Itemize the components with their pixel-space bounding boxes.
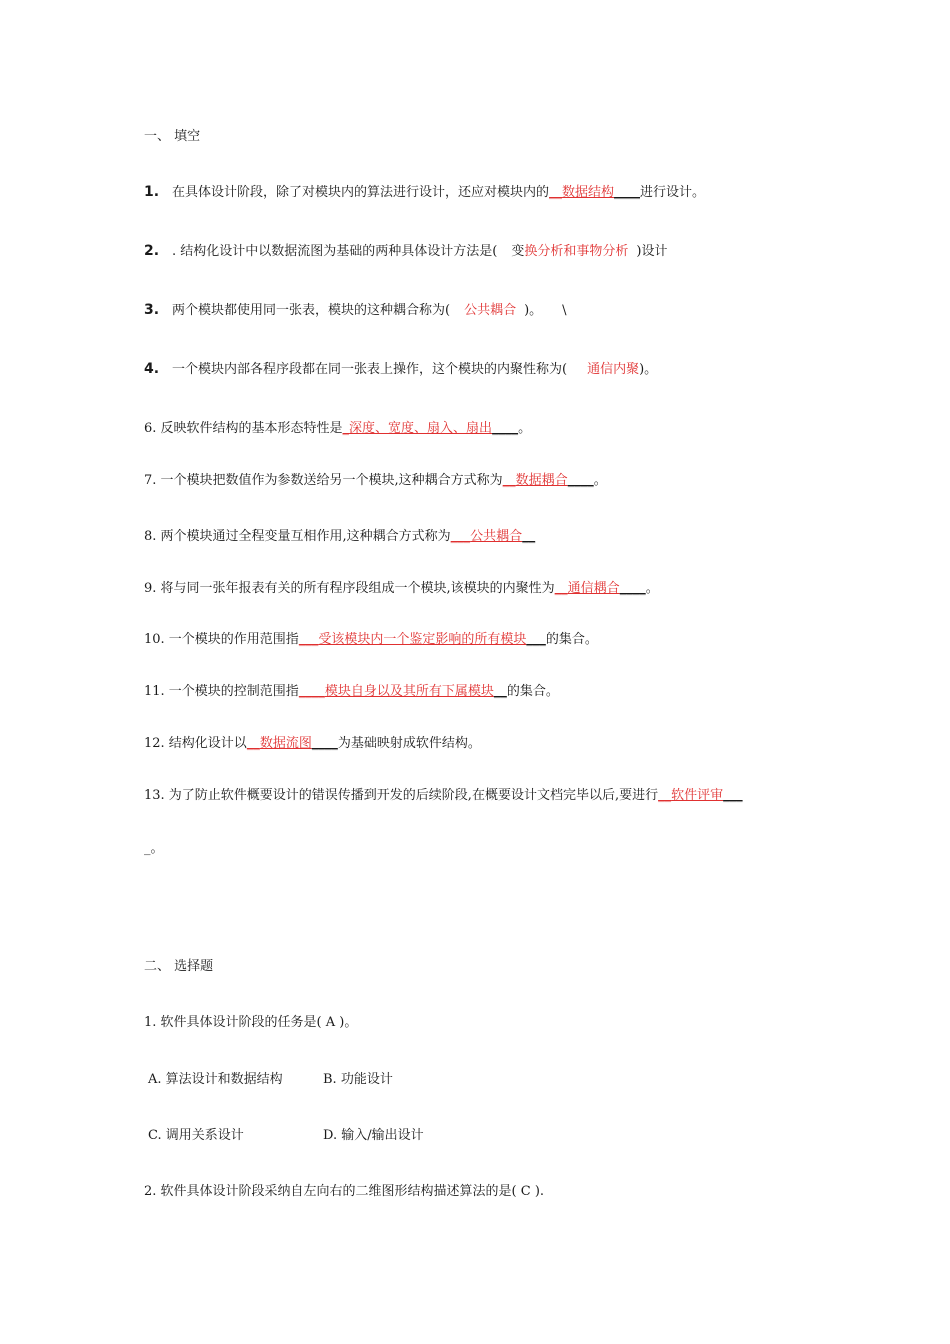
blank-underline: ____ — [567, 473, 594, 488]
section-heading-fill-blank: 一、 填空 — [144, 129, 201, 144]
blank-underline: __ — [554, 581, 568, 596]
question-2 — [144, 242, 667, 261]
question-text: 在具体设计阶段，除了对模块内的算法进行设计，还应对模块内的 — [172, 185, 550, 200]
question-text: 6. 反映软件结构的基本形态特性是 — [144, 421, 343, 436]
answer-text: 数据流图 — [259, 736, 312, 751]
question-text: 。 — [645, 581, 659, 596]
question-8 — [144, 528, 535, 546]
blank-underline: __ — [522, 529, 536, 544]
question-text: )。 — [639, 362, 658, 377]
question-text: 13. 为了防止软件概要设计的错误传播到开发的后续阶段,在概要设计文档完毕以后,要进行 — [144, 788, 659, 803]
blank-underline: __ — [502, 473, 516, 488]
answer-text: 数据结构 — [562, 185, 615, 200]
choice-question-1: 1. 软件具体设计阶段的任务是( A )。 — [144, 1015, 358, 1030]
blank-underline: ___ — [526, 632, 546, 647]
question-9 — [144, 580, 659, 598]
answer-text: 受该模块内一个鉴定影响的所有模块 — [318, 632, 527, 647]
question-text: )。 — [524, 303, 543, 318]
question-3 — [144, 301, 567, 320]
blank-underline: __ — [493, 684, 507, 699]
question-text: 12. 结构化设计以 — [144, 736, 247, 751]
answer-text: 通信内聚 — [587, 362, 640, 377]
choice-option-c: C. 调用关系设计 — [148, 1128, 244, 1143]
choice-question-2: 2. 软件具体设计阶段采纳自左向右的二维图形结构描述算法的是( C ). — [144, 1184, 545, 1199]
question-10 — [144, 631, 598, 649]
question-text: 8. 两个模块通过全程变量互相作用,这种耦合方式称为 — [144, 529, 451, 544]
choice-option-b: B. 功能设计 — [323, 1072, 393, 1087]
question-text: 的集合。 — [506, 684, 559, 699]
question-text: 10. 一个模块的作用范围指 — [144, 632, 299, 647]
question-text: \ — [562, 303, 567, 318]
answer-text: 深度、宽度、扇入、扇出 — [349, 421, 493, 436]
blank-underline: ____ — [298, 684, 325, 699]
answer-text: 软件评审 — [671, 788, 724, 803]
choice-option-a: A. 算法设计和数据结构 — [148, 1072, 283, 1087]
question-text: 进行设计。 — [640, 185, 706, 200]
question-text: 。 — [518, 421, 532, 436]
question-13 — [144, 787, 743, 805]
question-text: 。 — [593, 473, 607, 488]
question-11 — [144, 683, 559, 701]
answer-text: 公共耦合 — [470, 529, 523, 544]
blank-underline: ____ — [619, 581, 646, 596]
question-6 — [144, 420, 531, 438]
question-number: 3. — [144, 302, 160, 318]
section-heading-choice: 二、 选择题 — [144, 959, 214, 974]
blank-underline: ____ — [311, 736, 338, 751]
choice-option-d: D. 输入/输出设计 — [323, 1128, 424, 1143]
question-text: 11. 一个模块的控制范围指 — [144, 684, 299, 699]
question-text: )设计 — [636, 244, 668, 259]
question-text: 的集合。 — [545, 632, 598, 647]
question-7 — [144, 472, 607, 490]
question-12 — [144, 735, 481, 753]
answer-text: 公共耦合 — [464, 303, 517, 318]
blank-underline: _ — [342, 421, 350, 436]
question-4 — [144, 360, 657, 379]
answer-text: 换分析和事物分析 — [524, 244, 629, 259]
question-text: 两个模块都使用同一张表，模块的这种耦合称为( — [172, 303, 451, 318]
blank-underline: ___ — [723, 788, 743, 803]
answer-text: 模块自身以及其所有下属模块 — [324, 684, 494, 699]
question-number: 4. — [144, 361, 160, 377]
blank-underline: __ — [549, 185, 563, 200]
question-13-continuation: _。 — [144, 841, 164, 856]
answer-text: 通信耦合 — [567, 581, 620, 596]
question-text: 一个模块内部各程序段都在同一张表上操作，这个模块的内聚性称为( — [172, 362, 568, 377]
answer-text: 数据耦合 — [515, 473, 568, 488]
question-text: 变 — [511, 244, 525, 259]
blank-underline: __ — [658, 788, 672, 803]
question-text: 9. 将与同一张年报表有关的所有程序段组成一个模块,该模块的内聚性为 — [144, 581, 555, 596]
question-number: 1. — [144, 184, 160, 200]
question-number: 2. — [144, 243, 160, 259]
blank-underline: ____ — [492, 421, 519, 436]
blank-underline: ____ — [614, 185, 641, 200]
blank-underline: ___ — [450, 529, 471, 544]
question-text: . 结构化设计中以数据流图为基础的两种具体设计方法是( — [172, 244, 498, 259]
question-1 — [144, 183, 705, 202]
blank-underline: __ — [246, 736, 260, 751]
question-text: 7. 一个模块把数值作为参数送给另一个模块,这种耦合方式称为 — [144, 473, 503, 488]
question-text: 为基础映射成软件结构。 — [337, 736, 481, 751]
blank-underline: ___ — [298, 632, 319, 647]
